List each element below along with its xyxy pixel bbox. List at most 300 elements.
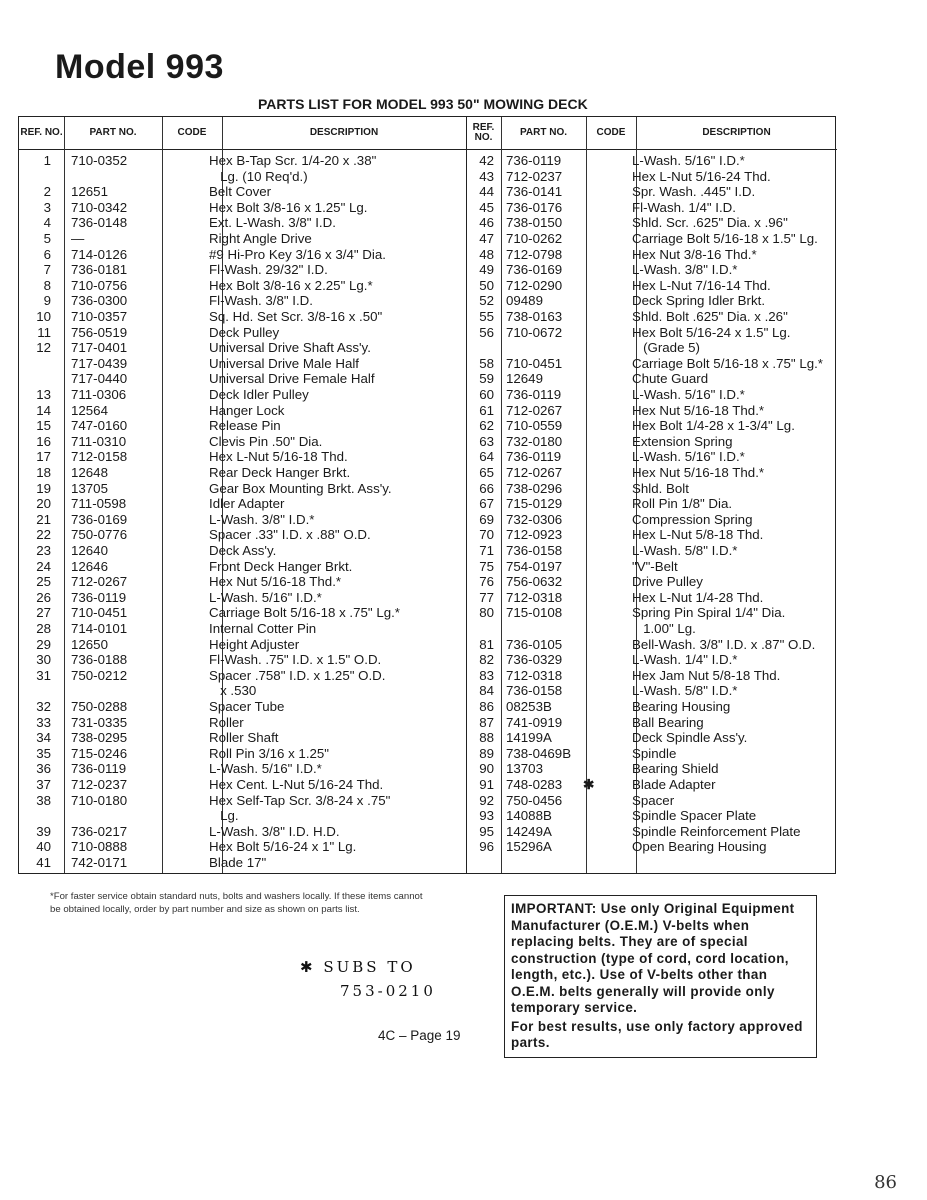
description: Deck Ass'y. (209, 543, 277, 558)
part-no: 736-0169 (506, 262, 563, 278)
description: Carriage Bolt 5/16-18 x .75" Lg.* (632, 355, 823, 371)
description: L-Wash. 5/16" I.D.* (632, 449, 745, 465)
description: Chute Guard (632, 371, 709, 387)
description: Roll Pin 3/16 x 1.25" (209, 745, 330, 761)
part-no: 08253B (506, 699, 552, 714)
ref-no: 46 (479, 215, 494, 231)
table-row (19, 184, 466, 200)
part-no: 710-0451 (506, 355, 563, 371)
table-row (19, 262, 466, 278)
description: Hex Jam Nut 5/8-18 Thd. (632, 667, 781, 683)
part-no: 12648 (71, 465, 108, 480)
ref-no: 42 (479, 153, 494, 168)
ref-no: 5 (43, 231, 51, 246)
table-row (19, 512, 466, 528)
part-no: 747-0160 (71, 418, 128, 434)
table-row (466, 590, 837, 606)
table-row (19, 481, 466, 497)
page-title: Model 993 (55, 48, 224, 86)
ref-no: 35 (36, 745, 51, 761)
part-no: 738-0295 (71, 730, 128, 746)
table-row (466, 761, 837, 777)
part-no: 12650 (71, 636, 108, 652)
table-row (466, 184, 837, 200)
ref-no: 28 (36, 621, 51, 636)
table-row (466, 637, 837, 653)
important-notice-box (504, 895, 817, 1058)
table-row (19, 340, 466, 356)
description: Spindle Spacer Plate (632, 808, 757, 824)
ref-no: 34 (36, 730, 51, 746)
part-no: 756-0632 (506, 574, 563, 590)
part-no: 710-0352 (71, 153, 128, 168)
description: Hex Bolt 5/16-24 x 1.5" Lg. (632, 324, 791, 340)
part-no: 14199A (506, 730, 552, 746)
ref-no: 6 (43, 246, 51, 262)
part-no: 742-0171 (71, 855, 128, 870)
part-no: 712-0267 (506, 402, 563, 418)
description: Height Adjuster (209, 636, 300, 652)
handwritten-corner-mark: 86 (874, 1172, 897, 1193)
description: "V"-Belt (632, 558, 678, 574)
description: Lg. (10 Req'd.) (209, 168, 308, 184)
ref-no: 69 (479, 511, 494, 527)
description: Belt Cover (209, 184, 272, 200)
table-row (466, 699, 837, 715)
table-row (19, 309, 466, 325)
ref-no: 81 (479, 636, 494, 652)
ref-no: 10 (36, 309, 51, 324)
description: Compression Spring (632, 511, 753, 527)
description: Spacer Tube (209, 699, 285, 714)
description: Hex Nut 3/8-16 Thd.* (632, 246, 757, 262)
table-row (19, 496, 466, 512)
ref-no: 13 (36, 387, 51, 402)
description: L-Wash. 3/8" I.D.* (209, 511, 315, 527)
table-row (19, 293, 466, 309)
table-row (19, 465, 466, 481)
description: Deck Spindle Ass'y. (632, 730, 748, 746)
ref-no: 40 (36, 839, 51, 855)
description: x .530 (209, 683, 257, 699)
description: Extension Spring (632, 433, 733, 449)
part-no: 14249A (506, 823, 552, 839)
part-no: 712-0290 (506, 277, 563, 293)
ref-no: 49 (479, 262, 494, 278)
description: Hex Nut 5/16-18 Thd.* (209, 574, 342, 590)
description: Shld. Scr. .625" Dia. x .96" (632, 215, 788, 231)
ref-no: 56 (479, 324, 494, 340)
table-row (19, 200, 466, 216)
table-row (19, 637, 466, 653)
description: #9 Hi-Pro Key 3/16 x 3/4" Dia. (209, 246, 386, 262)
parts-table-left (19, 117, 466, 873)
table-row (466, 200, 837, 216)
table-row (19, 434, 466, 450)
table-row (19, 590, 466, 606)
footnote: *For faster service obtain standard nuts, bolts and washers locally. If these items cannot be obtained locally, order by part number and size as shown on parts list. (50, 891, 423, 915)
table-row (466, 543, 837, 559)
table-row (19, 668, 466, 684)
table-row (466, 309, 837, 325)
ref-no: 31 (36, 667, 51, 683)
ref-no: 60 (479, 387, 494, 402)
part-no: 736-0105 (506, 636, 563, 652)
table-row (466, 403, 837, 419)
table-row (19, 169, 466, 185)
ref-no: 44 (479, 184, 494, 200)
part-no: 09489 (506, 293, 543, 309)
parts-table (18, 116, 836, 874)
description: Fl-Wash. 29/32" I.D. (209, 262, 328, 278)
table-row (466, 262, 837, 278)
ref-no: 22 (36, 527, 51, 543)
part-no: 748-0283 (506, 777, 563, 792)
table-row (466, 434, 837, 450)
ref-no: 70 (479, 527, 494, 543)
part-no: 12651 (71, 184, 108, 200)
description: Hex L-Nut 5/8-18 Thd. (632, 527, 764, 543)
part-no: 736-0119 (506, 387, 562, 402)
description: Fl-Wash. 3/8" I.D. (209, 293, 313, 309)
table-row (466, 231, 837, 247)
table-row (19, 746, 466, 762)
description: Release Pin (209, 418, 281, 434)
description: Clevis Pin .50" Dia. (209, 433, 323, 449)
ref-no: 65 (479, 465, 494, 480)
part-no: 717-0401 (71, 340, 128, 356)
part-no: 750-0212 (71, 667, 128, 683)
table-row (19, 371, 466, 387)
ref-no: 95 (479, 823, 494, 839)
part-no: 736-0217 (71, 823, 128, 839)
part-no: 710-0262 (506, 231, 563, 246)
table-row (19, 777, 466, 793)
ref-no: 27 (36, 605, 51, 621)
part-no: 15296A (506, 839, 552, 855)
part-no: 736-0119 (71, 589, 127, 605)
description: (Grade 5) (632, 340, 700, 356)
description: Universal Drive Male Half (209, 355, 359, 371)
ref-no: 76 (479, 574, 494, 590)
part-no: 712-0923 (506, 527, 563, 543)
ref-no: 32 (36, 699, 51, 714)
part-no: 732-0180 (506, 433, 563, 449)
ref-no: 67 (479, 496, 494, 512)
table-row (19, 153, 466, 169)
ref-no: 43 (479, 168, 494, 184)
ref-no: 93 (479, 808, 494, 824)
ref-no: 88 (479, 730, 494, 746)
table-row (19, 403, 466, 419)
header-part-no: PART NO. (64, 117, 162, 150)
header-part-no: PART NO. (501, 117, 586, 150)
table-row (19, 824, 466, 840)
description: L-Wash. 3/8" I.D.* (632, 262, 738, 278)
description: Internal Cotter Pin (209, 621, 317, 636)
part-no: 715-0129 (506, 496, 563, 512)
part-no: 712-0318 (506, 589, 563, 605)
ref-no: 25 (36, 574, 51, 590)
parts-list-subtitle: PARTS LIST FOR MODEL 993 50" MOWING DECK (258, 96, 588, 112)
important-notice-best-results: For best results, use only factory approved parts. (511, 1018, 803, 1050)
ref-no: 62 (479, 418, 494, 434)
description: Blade Adapter (632, 777, 716, 792)
part-no: 14088B (506, 808, 552, 824)
part-no: 736-0158 (506, 683, 563, 699)
table-row (466, 325, 837, 341)
ref-no: 20 (36, 496, 51, 512)
ref-no: 77 (479, 589, 494, 605)
description: Hex Cent. L-Nut 5/16-24 Thd. (209, 777, 384, 792)
table-row (19, 387, 466, 403)
part-no: 731-0335 (71, 714, 128, 730)
description: L-Wash. 5/16" I.D.* (632, 387, 745, 402)
description: Hex Nut 5/16-18 Thd.* (632, 402, 765, 418)
table-row (19, 356, 466, 372)
table-row (19, 325, 466, 341)
ref-no: 75 (479, 558, 494, 574)
ref-no: 29 (36, 636, 51, 652)
code-mark: ✱ (583, 777, 595, 792)
part-no: 712-0267 (506, 465, 563, 480)
table-row (466, 574, 837, 590)
table-row (466, 496, 837, 512)
table-row (19, 699, 466, 715)
description: Spring Pin Spiral 1/4" Dia. (632, 605, 786, 621)
ref-no: 19 (36, 480, 51, 496)
ref-no: 16 (36, 433, 51, 449)
part-no: 712-0267 (71, 574, 128, 590)
description: Bell-Wash. 3/8" I.D. x .87" O.D. (632, 636, 816, 652)
description: Hex Bolt 3/8-16 x 2.25" Lg.* (209, 277, 373, 293)
description: Hex L-Nut 5/16-24 Thd. (632, 168, 771, 184)
ref-no: 30 (36, 652, 51, 668)
page-number: 4C – Page 19 (378, 1028, 461, 1043)
header-code: CODE (162, 117, 222, 150)
description: L-Wash. 5/16" I.D.* (209, 589, 322, 605)
handwritten-note-line1: ✱ SUBS TO (300, 958, 416, 976)
part-no: 715-0246 (71, 745, 128, 761)
part-no: 712-0158 (71, 449, 128, 465)
ref-no: 4 (43, 215, 51, 231)
description: Deck Spring Idler Brkt. (632, 293, 766, 309)
ref-no: 64 (479, 449, 494, 465)
ref-no: 11 (37, 324, 51, 340)
part-no: 711-0310 (71, 433, 127, 449)
ref-no: 24 (36, 558, 51, 574)
table-row (466, 746, 837, 762)
description: Bearing Housing (632, 699, 731, 714)
description: Spindle Reinforcement Plate (632, 823, 801, 839)
ref-no: 39 (36, 823, 51, 839)
ref-no: 58 (479, 355, 494, 371)
table-row (466, 652, 837, 668)
part-no: 710-0451 (71, 605, 128, 621)
table-row (19, 574, 466, 590)
description: Roll Pin 1/8" Dia. (632, 496, 733, 512)
part-no: 12649 (506, 371, 543, 387)
table-row (19, 715, 466, 731)
header-description: DESCRIPTION (636, 117, 837, 150)
description: Carriage Bolt 5/16-18 x .75" Lg.* (209, 605, 400, 621)
table-row (19, 543, 466, 559)
part-no: 12640 (71, 543, 108, 558)
table-row (466, 449, 837, 465)
table-row (466, 356, 837, 372)
part-no: 712-0318 (506, 667, 563, 683)
part-no: 712-0798 (506, 246, 563, 262)
description: Front Deck Hanger Brkt. (209, 558, 353, 574)
ref-no: 71 (479, 543, 494, 558)
part-no: 711-0306 (71, 387, 127, 402)
part-no: 710-0672 (506, 324, 563, 340)
part-no: 710-0180 (71, 792, 128, 808)
ref-no: 17 (36, 449, 51, 465)
description: Spindle (632, 745, 677, 761)
table-row (19, 278, 466, 294)
part-no: 736-0141 (506, 184, 563, 200)
table-row (466, 481, 837, 497)
ref-no: 1 (43, 153, 51, 168)
description: Sq. Hd. Set Scr. 3/8-16 x .50" (209, 309, 383, 324)
ref-no: 14 (36, 402, 51, 418)
parts-table-right (466, 117, 837, 873)
description: Spacer .758" I.D. x 1.25" O.D. (209, 667, 386, 683)
part-no: 736-0119 (71, 761, 127, 777)
part-no: 714-0126 (71, 246, 128, 262)
description: Universal Drive Shaft Ass'y. (209, 340, 371, 356)
part-no: 741-0919 (506, 714, 563, 730)
part-no: 756-0519 (71, 324, 128, 340)
table-row (19, 231, 466, 247)
description: Fl-Wash. 1/4" I.D. (632, 199, 736, 215)
ref-no: 61 (479, 402, 494, 418)
table-row (19, 527, 466, 543)
table-row (466, 621, 837, 637)
ref-no: 89 (479, 745, 494, 761)
ref-no: 91 (479, 777, 494, 792)
table-row (19, 683, 466, 699)
table-row (466, 293, 837, 309)
description: Drive Pulley (632, 574, 703, 590)
table-row (466, 387, 837, 403)
description: Lg. (209, 808, 239, 824)
table-row (466, 153, 837, 169)
ref-no: 52 (479, 293, 494, 309)
ref-no: 18 (36, 465, 51, 480)
part-no: 736-0158 (506, 543, 563, 558)
ref-no: 87 (479, 714, 494, 730)
ref-no: 8 (43, 277, 51, 293)
table-row (466, 169, 837, 185)
part-no: 736-0300 (71, 293, 128, 309)
ref-no: 23 (36, 543, 51, 558)
part-no: 717-0440 (71, 371, 128, 387)
part-no: 711-0598 (71, 496, 127, 512)
part-no: 736-0169 (71, 511, 128, 527)
description: Shld. Bolt .625" Dia. x .26" (632, 309, 788, 324)
table-row (466, 340, 837, 356)
part-no: 750-0456 (506, 792, 563, 808)
description: Hanger Lock (209, 402, 285, 418)
table-row (466, 418, 837, 434)
part-no: 736-0188 (71, 652, 128, 668)
part-no: 12646 (71, 558, 108, 574)
description: L-Wash. 5/16" I.D.* (209, 761, 322, 777)
description: Deck Idler Pulley (209, 387, 309, 402)
part-no: 736-0119 (506, 449, 562, 465)
description: Ball Bearing (632, 714, 704, 730)
ref-no: 55 (479, 309, 494, 324)
header-code: CODE (586, 117, 636, 150)
table-row (19, 808, 466, 824)
table-row (19, 247, 466, 263)
table-row (19, 652, 466, 668)
ref-no: 2 (43, 184, 51, 200)
description: Gear Box Mounting Brkt. Ass'y. (209, 480, 392, 496)
part-no: 710-0888 (71, 839, 128, 855)
header-ref-no: REF. NO. (19, 117, 64, 150)
part-no: 754-0197 (506, 558, 563, 574)
description: Universal Drive Female Half (209, 371, 375, 387)
description: Hex L-Nut 1/4-28 Thd. (632, 589, 764, 605)
ref-no: 33 (36, 714, 51, 730)
description: Roller (209, 714, 244, 730)
description: Hex L-Nut 5/16-18 Thd. (209, 449, 348, 465)
table-row (19, 605, 466, 621)
ref-no: 3 (43, 199, 51, 215)
description: Spr. Wash. .445" I.D. (632, 184, 756, 200)
part-no: 12564 (71, 402, 108, 418)
ref-no: 47 (479, 231, 494, 246)
description: Hex L-Nut 7/16-14 Thd. (632, 277, 771, 293)
part-no: 732-0306 (506, 511, 563, 527)
table-row (466, 527, 837, 543)
description: Hex Bolt 3/8-16 x 1.25" Lg. (209, 199, 368, 215)
ref-no: 92 (479, 792, 494, 808)
part-no: 736-0148 (71, 215, 128, 231)
description: Blade 17" (209, 855, 267, 870)
table-row (466, 371, 837, 387)
table-row (466, 559, 837, 575)
part-no: 710-0756 (71, 277, 128, 293)
table-row (466, 215, 837, 231)
part-no: 715-0108 (506, 605, 563, 621)
description: Right Angle Drive (209, 231, 312, 246)
ref-no: 7 (43, 262, 51, 278)
description: L-Wash. 5/16" I.D.* (632, 153, 745, 168)
part-no: 736-0176 (506, 199, 563, 215)
table-row (466, 465, 837, 481)
part-no: 717-0439 (71, 355, 128, 371)
ref-no: 86 (479, 699, 494, 714)
part-no: 750-0776 (71, 527, 128, 543)
table-row (19, 855, 466, 871)
part-no: 736-0329 (506, 652, 563, 668)
ref-no: 90 (479, 761, 494, 777)
table-row (466, 793, 837, 809)
part-no: 750-0288 (71, 699, 128, 714)
part-no: 710-0357 (71, 309, 128, 324)
description: Spacer (632, 792, 675, 808)
description: Shld. Bolt (632, 480, 689, 496)
ref-no: 96 (479, 839, 494, 855)
ref-no: 80 (479, 605, 494, 621)
description: Hex Nut 5/16-18 Thd.* (632, 465, 765, 480)
description: L-Wash. 5/8" I.D.* (632, 683, 738, 699)
header-ref-no: REF. NO. (466, 117, 501, 150)
